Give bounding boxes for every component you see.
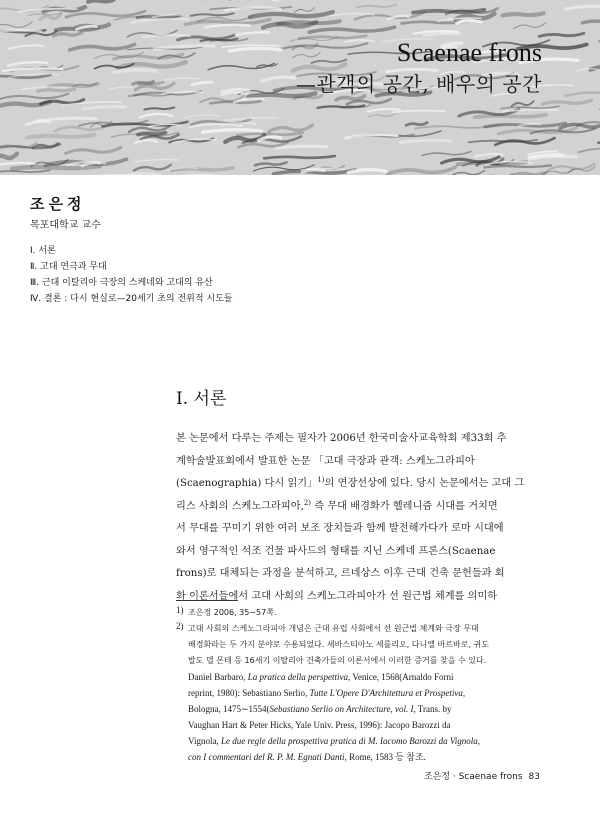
footnote-divider [176,600,238,601]
texture-stroke [54,33,82,36]
texture-stroke [484,165,551,167]
texture-highlight [221,93,248,96]
page-footer [424,769,540,782]
texture-stroke [543,101,592,105]
text-line: (Scaenographia) 다시 읽기」$^{1)}$의 연장선상에 있다. 당시 논문에서는 고대 그 [176,476,525,489]
texture-highlight [424,33,460,35]
texture-highlight [229,48,281,51]
texture-stroke [134,165,171,171]
footnote-number: 2) [176,621,184,631]
texture-stroke [38,89,75,91]
footnote-ref[interactable]: 1) [317,476,325,484]
texture-stroke [406,123,427,126]
texture-highlight [368,109,401,112]
texture-highlight [236,32,270,35]
footnote-line: 발도 델 몬테 등 16세기 이탈리아 건축가들의 이론서에서 이러한 증거를 찾을 수 있다. [188,656,487,665]
texture-stroke [513,173,545,175]
texture-highlight [135,140,157,143]
footnote-2 [176,621,546,765]
texture-highlight [529,156,576,159]
footnote-number: 1) [176,605,184,615]
texture-highlight [114,70,156,72]
texture-stroke [250,12,333,17]
texture-stroke [269,125,313,132]
text-line: 본 논문에서 다루는 주제는 필자가 2006년 한국미술사교육학회 제33회 추 [176,433,507,444]
article-subtitle-ko: —관객의 공간, 배우의 공간 [295,72,542,96]
texture-highlight [262,77,295,81]
footnote-line: 고대 사회의 스케노그라피아 개념은 근대 유럽 사회에서 선 원근법 체계와 극장 무대 [188,624,479,633]
texture-stroke [0,170,50,172]
texture-highlight [84,107,125,109]
texture-highlight [205,25,250,28]
texture-stroke [0,22,32,29]
texture-stroke [501,106,559,108]
author-affiliation: 목포대학교 교수 [30,220,101,231]
text-line: 서 무대를 꾸미기 위한 여러 보조 장치들과 함께 발전해가다가 로마 시대에 [176,523,504,534]
texture-stroke [70,44,135,50]
texture-stroke [133,81,154,84]
texture-stroke [264,156,335,158]
texture-stroke [548,164,595,171]
footnote-line: Bologna, 1475∼1554(Sebastiano Serlio on Architecture, vol. I, Trans. by [188,704,452,714]
text-line: 화 이론서들에서 고대 사회의 스케노그라피아가 선 원근법 체계를 의미하 [176,590,498,602]
texture-stroke [484,174,512,175]
text-line: 계학술발표회에서 발표한 논문 「고대 극장과 관객: 스케노그라피아 [176,455,475,467]
table-of-contents [30,243,232,307]
texture-stroke [309,27,395,32]
texture-highlight [192,82,213,85]
texture-highlight [116,173,160,175]
texture-stroke [278,21,340,24]
texture-highlight [140,114,172,117]
texture-stroke [312,60,347,63]
texture-stroke [293,52,320,58]
texture-highlight [183,115,221,118]
texture-stroke [230,0,259,1]
texture-stroke [566,91,600,96]
texture-stroke [29,13,62,15]
footnote-line: con I commentari del R. P. M. Egnati Danti, Rome, 1583 등 참조. [188,752,426,762]
texture-stroke [144,107,174,109]
texture-stroke [539,33,584,36]
text-line: frons)로 대체되는 과정을 분석하고, 르네상스 이후 근대 건축 문헌들과 회 [176,568,505,579]
texture-highlight [107,87,132,90]
toc-item: Ⅰ. 서론 [30,246,56,256]
texture-stroke [237,133,303,136]
texture-highlight [8,62,47,65]
texture-stroke [451,170,484,175]
running-head: 조은정 · Scaenae frons [423,772,523,782]
texture-stroke [28,135,95,138]
texture-highlight [143,35,190,37]
texture-stroke [413,10,484,13]
texture-stroke [475,115,546,118]
texture-highlight [203,130,262,133]
footnote-line: Vaughan Hart & Peter Hicks, Yale Univ. Press, 1996): Jacopo Barozzi da [188,720,451,730]
texture-stroke [579,146,600,152]
texture-stroke [208,63,274,69]
footnote-line: Daniel Barbaro, La pratica della perspettiva, Venice, 1568(Arnaldo Forni [188,672,454,682]
texture-highlight [155,46,214,49]
page-number: 83 [528,772,540,782]
texture-stroke [368,113,396,117]
texture-stroke [577,120,600,126]
toc-item: Ⅱ. 고대 연극과 무대 [30,262,107,272]
texture-highlight [457,21,482,24]
texture-highlight [401,140,451,142]
texture-stroke [582,20,600,23]
footnote-line: 배경화라는 두 가지 분야로 수용되었다. 세바스티아노 세를리오, 다니엘 바르바로, 귀도 [188,640,489,649]
texture-stroke [88,0,114,2]
texture-stroke [498,128,576,134]
texture-highlight [161,78,199,81]
texture-highlight [134,160,178,162]
texture-stroke [514,23,546,29]
footnotes [176,605,546,765]
toc-item: Ⅳ. 결론 : 다시 현실로—20세기 초의 전위적 시도들 [30,294,233,304]
texture-stroke [0,94,68,100]
body-paragraph [176,428,540,608]
texture-stroke [0,154,17,159]
texture-stroke [503,13,544,15]
texture-stroke [66,148,121,154]
text-line: 리스 사회의 스케노그라피아,$^{2)}$ 즉 무대 배경화가 헬레니즘 시대를 거치면 [176,498,498,512]
texture-highlight [37,118,96,121]
texture-highlight [190,124,242,127]
texture-stroke [191,13,234,16]
texture-stroke [495,138,554,145]
texture-highlight [276,146,326,148]
texture-highlight [273,0,311,1]
texture-stroke [295,8,315,13]
texture-stroke [255,162,287,165]
texture-highlight [344,40,373,42]
texture-highlight [225,118,278,121]
header-banner [0,0,600,175]
texture-highlight [131,19,188,23]
texture-highlight [576,69,600,72]
article-title-en: Scaenae frons [396,38,542,67]
footnote-line: Vignola, Le due regle della prospettiva pratica di M. Iacomo Barozzi da Vignola, [188,736,481,746]
texture-highlight [226,7,281,10]
texture-stroke [12,166,100,169]
author-name: 조은정 [30,195,86,213]
texture-highlight [9,45,44,49]
footnote-1 [176,605,546,621]
text-line: 와서 영구적인 석조 건물 파사드의 형태를 지닌 스케네 프론스(Scaenae [176,545,496,557]
texture-stroke [512,101,534,106]
texture-highlight [565,6,600,9]
texture-stroke [357,5,396,8]
texture-highlight [502,110,558,112]
texture-stroke [422,152,471,156]
toc-item: Ⅲ. 근대 이탈리아 극장의 스케네와 고대의 유산 [30,278,213,288]
texture-stroke [388,167,455,174]
footnote-line: 조은정 2006, 35∼57쪽. [188,608,277,617]
footnote-line: reprint, 1980): Sebastiano Serlio, Tutte L'Opere D'Architettura et Prospetiva, [188,688,466,698]
footnote-ref[interactable]: 2) [303,498,311,507]
section-heading: Ⅰ. 서론 [176,389,227,409]
texture-highlight [348,170,386,173]
texture-stroke [299,36,366,39]
